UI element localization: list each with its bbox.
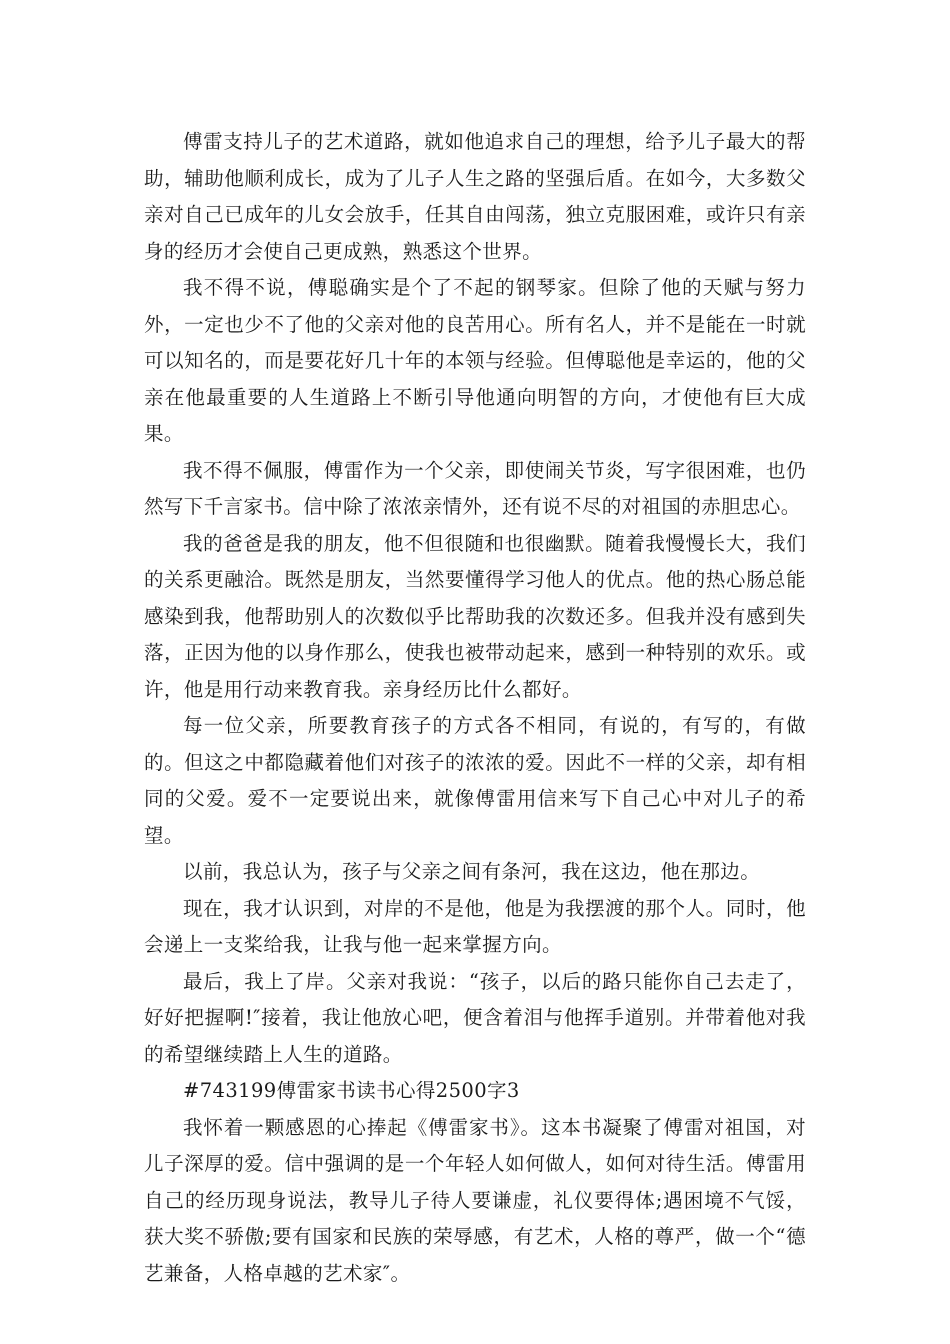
paragraph: 现在，我才认识到，对岸的不是他，他是为我摆渡的那个人。同时，他会递上一支桨给我，让我与他一起来掌握方向。	[144, 896, 806, 956]
paragraph: 以前，我总认为，孩子与父亲之间有条河，我在这边，他在那边。	[183, 860, 761, 883]
section-heading: #743199傅雷家书读书心得2500字3	[183, 1079, 520, 1102]
paragraph: 我不得不说，傅聪确实是个了不起的钢琴家。但除了他的天赋与努力外，一定也少不了他的父亲对他的良苦用心。所有名人，并不是能在一时就可以知名的，而是要花好几十年的本领与经验。但傅聪他是幸运的，他的父亲在他最重要的人生道路上不断引导他通向明智的方向，才使他有巨大成果。	[144, 276, 806, 445]
paragraph: 我怀着一颗感恩的心捧起《傅雷家书》。这本书凝聚了傅雷对祖国，对儿子深厚的爱。信中强调的是一个年轻人如何做人，如何对待生活。傅雷用自己的经历现身说法，教导儿子待人要谦虚，礼仪要得体;遇困境不气馁，获大奖不骄傲;要有国家和民族的荣辱感，有艺术，人格的尊严，做一个“德艺兼备，人格卓越的艺术家″。	[144, 1115, 806, 1285]
paragraph: 我的爸爸是我的朋友，他不但很随和也很幽默。随着我慢慢长大，我们的关系更融洽。既然是朋友，当然要懂得学习他人的优点。他的热心肠总能感染到我，他帮助别人的次数似乎比帮助我的次数还多。但我并没有感到失落，正因为他的以身作那么，使我也被带动起来，感到一种特别的欢乐。或许，他是用行动来教育我。亲身经历比什么都好。	[144, 531, 806, 701]
document-body	[144, 124, 806, 1292]
paragraph: 每一位父亲，所要教育孩子的方式各不相同，有说的，有写的，有做的。但这之中都隐藏着他们对孩子的浓浓的爱。因此不一样的父亲，却有相同的父爱。爱不一定要说出来，就像傅雷用信来写下自己心中对儿子的希望。	[144, 714, 806, 847]
paragraph: 最后，我上了岸。父亲对我说：“孩子，以后的路只能你自己去走了，好好把握啊!″接着，我让他放心吧，便含着泪与他挥手道别。并带着他对我的希望继续踏上人生的道路。	[144, 969, 806, 1066]
paragraph: 傅雷支持儿子的艺术道路，就如他追求自己的理想，给予儿子最大的帮助，辅助他顺利成长，成为了儿子人生之路的坚强后盾。在如今，大多数父亲对自己已成年的儿女会放手，任其自由闯荡，独立克服困难，或许只有亲身的经历才会使自己更成熟，熟悉这个世界。	[144, 130, 806, 263]
paragraph: 我不得不佩服，傅雷作为一个父亲，即使闹关节炎，写字很困难，也仍然写下千言家书。信中除了浓浓亲情外，还有说不尽的对祖国的赤胆忠心。	[144, 458, 806, 518]
